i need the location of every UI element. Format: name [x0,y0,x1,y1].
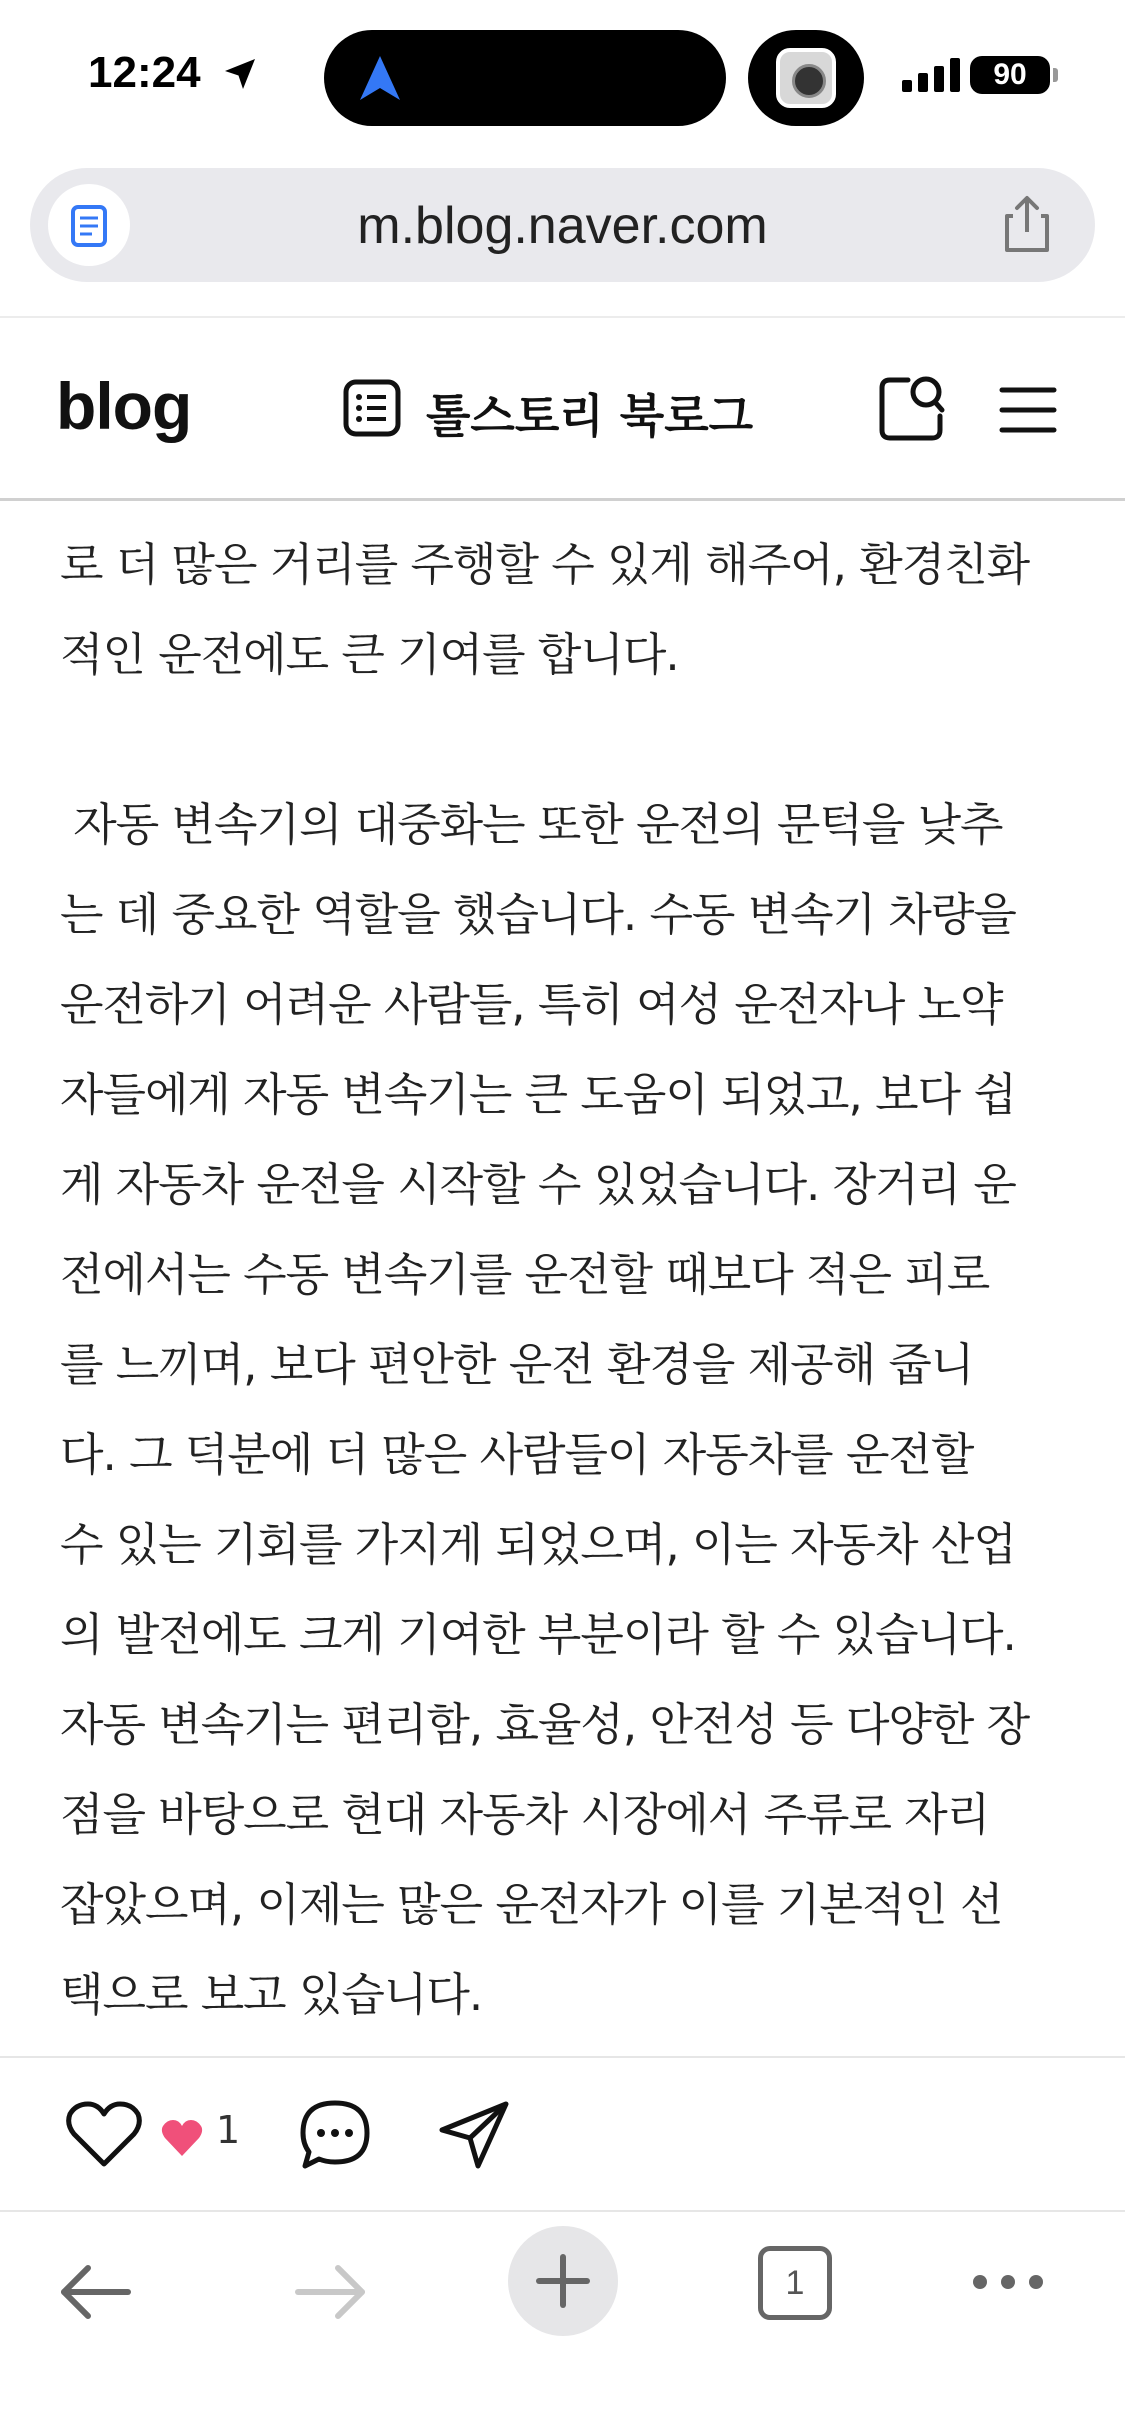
article-line: 다. 그 덕분에 더 많은 사람들이 자동차를 운전할 [60,1428,974,1481]
article-line: 수 있는 기회를 가지게 되었으며, 이는 자동차 산업 [60,1518,1016,1571]
plus-icon [535,2253,591,2309]
article-line: 자동 변속기의 대중화는 또한 운전의 문턱을 낮추 [60,798,1003,851]
menu-icon[interactable] [998,384,1058,436]
divider [0,498,1125,501]
blog-header [0,318,1125,500]
camera-icon [776,48,836,108]
address-bar[interactable] [30,168,1095,282]
forward-arrow-icon[interactable] [290,2262,370,2322]
reaction-bar [0,2058,1125,2208]
list-icon[interactable] [342,378,402,438]
location-arrow-icon [222,56,258,92]
article-line: 적인 운전에도 큰 기여를 합니다. [60,628,679,681]
navigation-icon [360,56,400,100]
article-line: 택으로 보고 있습니다. [60,1968,483,2021]
heart-filled-icon [160,2118,204,2158]
article-line: 자동 변속기는 편리함, 효율성, 안전성 등 다양한 장 [60,1698,1030,1751]
blog-name[interactable]: 톨스토리 북로그 [426,389,754,443]
send-icon[interactable] [438,2100,510,2170]
article-line: 잡았으며, 이제는 많은 운전자가 이를 기본적인 선 [60,1878,1003,1931]
article-body [60,520,1070,2040]
article-line: 점을 바탕으로 현대 자동차 시장에서 주류로 자리 [60,1788,990,1841]
status-time: 12:24 [88,48,201,97]
search-icon[interactable] [876,372,946,444]
article-line: 전에서는 수동 변속기를 운전할 때보다 적은 피로 [60,1248,990,1301]
signal-icon [902,58,962,92]
article-line: 를 느끼며, 보다 편안한 운전 환경을 제공해 줍니 [60,1338,974,1391]
dynamic-island [324,30,726,126]
battery-indicator: 90 [970,56,1050,94]
share-icon[interactable] [999,194,1055,254]
new-tab-button[interactable] [508,2226,618,2336]
article-line: 는 데 중요한 역할을 했습니다. 수동 변속기 차량을 [60,888,1016,941]
browser-toolbar [0,2212,1125,2372]
status-bar [0,0,1125,150]
article-line: 의 발전에도 크게 기여한 부분이라 할 수 있습니다. [60,1608,1016,1661]
comment-icon[interactable] [298,2098,372,2172]
live-activity-camera [748,30,864,126]
back-arrow-icon[interactable] [56,2262,136,2322]
heart-outline-icon[interactable] [64,2100,144,2170]
article-line: 자들에게 자동 변속기는 큰 도움이 되었고, 보다 쉽 [60,1068,1016,1121]
article-line: 게 자동차 운전을 시작할 수 있었습니다. 장거리 운 [60,1158,1016,1211]
article-line: 로 더 많은 거리를 주행할 수 있게 해주어, 환경친화 [60,538,1030,591]
url-text[interactable]: m.blog.naver.com [357,197,768,255]
article-line: 운전하기 어려운 사람들, 특히 여성 운전자나 노약 [60,978,1003,1031]
more-icon[interactable] [968,2262,1048,2302]
tabs-button[interactable]: 1 [758,2246,832,2320]
like-count[interactable]: 1 [216,2108,241,2152]
blog-logo[interactable]: blog [56,369,192,443]
